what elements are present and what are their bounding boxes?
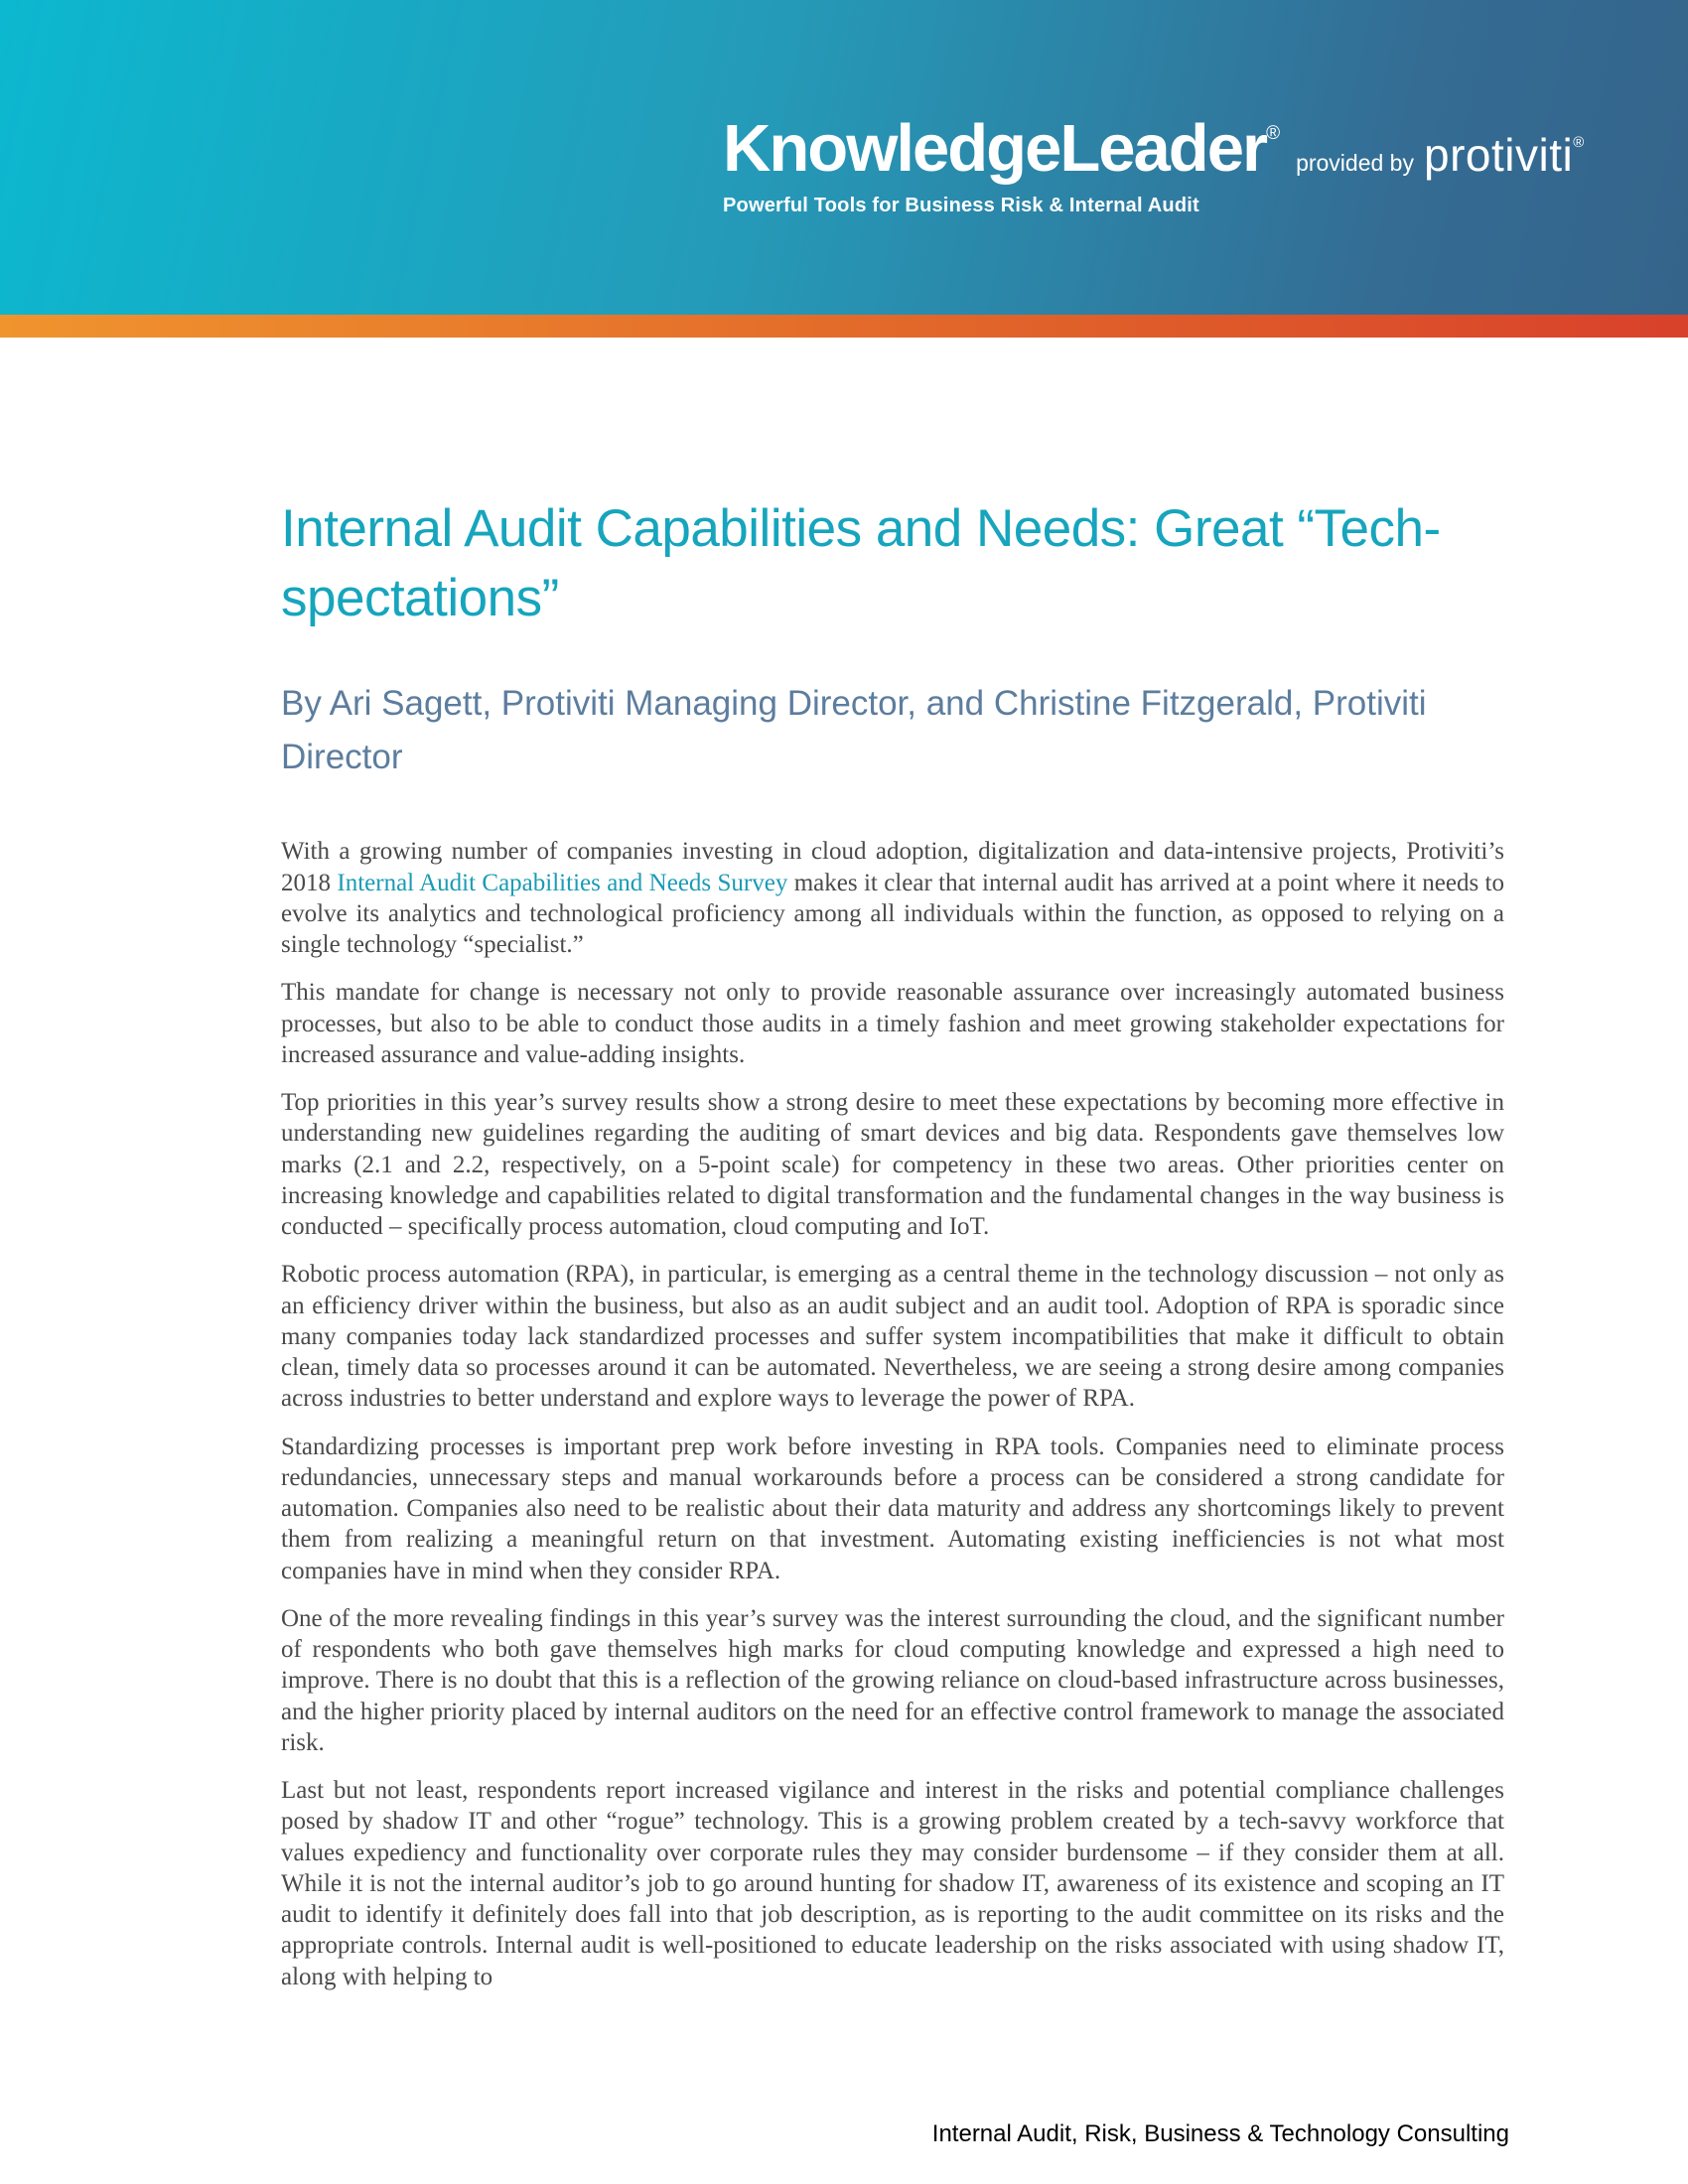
header-band (0, 0, 1688, 315)
brand-line (723, 111, 1585, 186)
article-byline: By Ari Sagett, Protiviti Managing Director, and Christine Fitzgerald, Protiviti Director (281, 683, 1427, 777)
header-tagline: Powerful Tools for Business Risk & Internal Audit (723, 195, 1199, 216)
body-paragraph: This mandate for change is necessary not only to provide reasonable assurance over increasingly automated business processes, but also to be able to conduct those audits in a timely fashion and meet growing stakeholder expectations for increased assurance and value-adding insights. (281, 979, 1504, 1068)
article-body (281, 836, 1504, 1992)
brand-name: KnowledgeLeader (723, 111, 1267, 186)
provided-by-label: provided by (1296, 150, 1414, 176)
brand-lockup (723, 111, 1585, 217)
article-title: Internal Audit Capabilities and Needs: Great “Tech-spectations” (281, 499, 1441, 627)
paragraph-text: With a growing number of companies investing in cloud adoption, digitalization and data-intensive projects, Protiviti’s 2018 (281, 838, 1504, 896)
registered-trademark-icon: ® (1266, 123, 1281, 144)
body-paragraph: One of the more revealing findings in this year’s survey was the interest surrounding the cloud, and the significant number of respondents who both gave themselves high marks for cloud computing knowledge and expressed a high need to improve. There is no doubt that this is a reflection of the growing reliance on cloud-based infrastructure across businesses, and the higher priority placed by internal auditors on the need for an effective control framework to manage the associated risk. (281, 1604, 1504, 1756)
body-paragraph: Last but not least, respondents report increased vigilance and interest in the risks and potential compliance challenges posed by shadow IT and other “rogue” technology. This is a growing problem created by a tech-savvy workforce that values expediency and functionality over corporate rules they may consider burdensome – if they consider them at all. While it is not the internal auditor’s job to go around hunting for shadow IT, awareness of its existence and scoping an IT audit to identify it definitely does fall into that job description, as is reporting to the audit committee on its risks and the appropriate controls. Internal audit is well-positioned to educate leadership on the risks associated with using shadow IT, along with helping to (281, 1777, 1504, 1990)
body-paragraph: Standardizing processes is important prep work before investing in RPA tools. Companies need to eliminate process redundancies, unnecessary steps and manual workarounds before a process can be considered a strong candidate for automation. Companies also need to be realistic about their data maturity and address any shortcomings likely to prevent them from realizing a meaningful return on that investment. Automating existing inefficiencies is not what most companies have in mind when they consider RPA. (281, 1433, 1504, 1584)
registered-trademark-icon: ® (1573, 134, 1585, 151)
body-paragraph: Top priorities in this year’s survey results show a strong desire to meet these expectations by becoming more effective in understanding new guidelines regarding the auditing of smart devices and big data. Respondents gave themselves low marks (2.1 and 2.2, respectively, on a 5-point scale) for competency in these two areas. Other priorities center on increasing knowledge and capabilities related to digital transformation and the fundamental changes in the way business is conducted – specifically process automation, cloud computing and IoT. (281, 1089, 1504, 1241)
paragraph-text: makes it clear that internal audit has arrived at a point where it needs to evolve its analytics and technological proficiency among all individuals within the function, as opposed to relying on a single technology “specialist.” (281, 869, 1505, 959)
survey-link[interactable]: Internal Audit Capabilities and Needs Survey (337, 869, 788, 896)
provider-name: protiviti (1423, 129, 1574, 181)
accent-divider-bar (0, 315, 1688, 338)
article-content (281, 338, 1504, 2009)
footer-tagline: Internal Audit, Risk, Business & Technology Consulting (931, 2120, 1509, 2147)
body-paragraph (281, 836, 1504, 960)
body-paragraph: Robotic process automation (RPA), in particular, is emerging as a central theme in the technology discussion – not only as an efficiency driver within the business, but also as an audit subject and an audit tool. Adoption of RPA is sporadic since many companies today lack standardized processes and suffer system incompatibilities that make it difficult to obtain clean, timely data so processes around it can be automated. Nevertheless, we are seeing a strong desire among companies across industries to better understand and explore ways to leverage the power of RPA. (281, 1261, 1504, 1413)
